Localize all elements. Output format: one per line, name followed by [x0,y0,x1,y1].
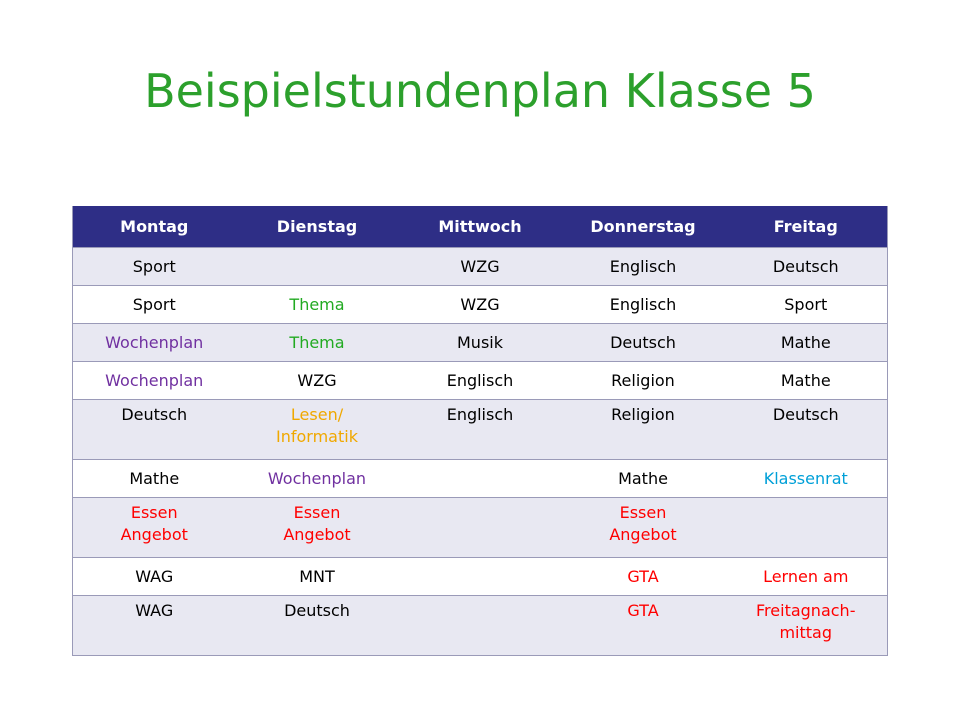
column-header-donnerstag: Donnerstag [562,206,725,248]
table-row [73,460,888,498]
cell-montag: WAG [73,558,236,596]
cell-montag: Sport [73,248,236,286]
column-header-mittwoch: Mittwoch [399,206,562,248]
cell-mittwoch [399,498,562,558]
table-row [73,362,888,400]
column-header-freitag: Freitag [725,206,888,248]
cell-donnerstag: Essen Angebot [562,498,725,558]
cell-montag: WAG [73,596,236,656]
cell-dienstag: Thema [236,324,399,362]
cell-freitag: Klassenrat [725,460,888,498]
cell-mittwoch: WZG [399,248,562,286]
cell-donnerstag: Religion [562,400,725,460]
cell-donnerstag: Englisch [562,286,725,324]
cell-donnerstag: Religion [562,362,725,400]
cell-dienstag: WZG [236,362,399,400]
cell-dienstag: Thema [236,286,399,324]
cell-dienstag: Deutsch [236,596,399,656]
cell-mittwoch: Musik [399,324,562,362]
cell-mittwoch [399,558,562,596]
timetable-body [73,248,888,656]
cell-freitag: Sport [725,286,888,324]
cell-dienstag: Essen Angebot [236,498,399,558]
column-header-dienstag: Dienstag [236,206,399,248]
cell-montag: Essen Angebot [73,498,236,558]
table-row [73,596,888,656]
cell-dienstag: Lesen/ Informatik [236,400,399,460]
column-header-montag: Montag [73,206,236,248]
cell-montag: Deutsch [73,400,236,460]
table-row [73,286,888,324]
table-row [73,558,888,596]
cell-freitag: Mathe [725,362,888,400]
cell-mittwoch [399,596,562,656]
cell-donnerstag: Mathe [562,460,725,498]
cell-dienstag: Wochenplan [236,460,399,498]
cell-mittwoch: WZG [399,286,562,324]
cell-donnerstag: GTA [562,596,725,656]
page-title: Beispielstundenplan Klasse 5 [144,64,816,118]
cell-mittwoch: Englisch [399,362,562,400]
table-row [73,498,888,558]
table-row [73,324,888,362]
cell-montag: Sport [73,286,236,324]
cell-dienstag [236,248,399,286]
cell-freitag: Mathe [725,324,888,362]
cell-mittwoch [399,460,562,498]
header-row [73,206,888,248]
cell-donnerstag: Englisch [562,248,725,286]
cell-freitag: Deutsch [725,400,888,460]
cell-freitag [725,498,888,558]
cell-freitag: Freitagnach- mittag [725,596,888,656]
cell-dienstag: MNT [236,558,399,596]
table-row [73,400,888,460]
cell-montag: Mathe [73,460,236,498]
cell-donnerstag: Deutsch [562,324,725,362]
cell-montag: Wochenplan [73,362,236,400]
cell-freitag: Lernen am [725,558,888,596]
cell-freitag: Deutsch [725,248,888,286]
table-row [73,248,888,286]
cell-mittwoch: Englisch [399,400,562,460]
cell-donnerstag: GTA [562,558,725,596]
cell-montag: Wochenplan [73,324,236,362]
timetable [72,206,888,656]
